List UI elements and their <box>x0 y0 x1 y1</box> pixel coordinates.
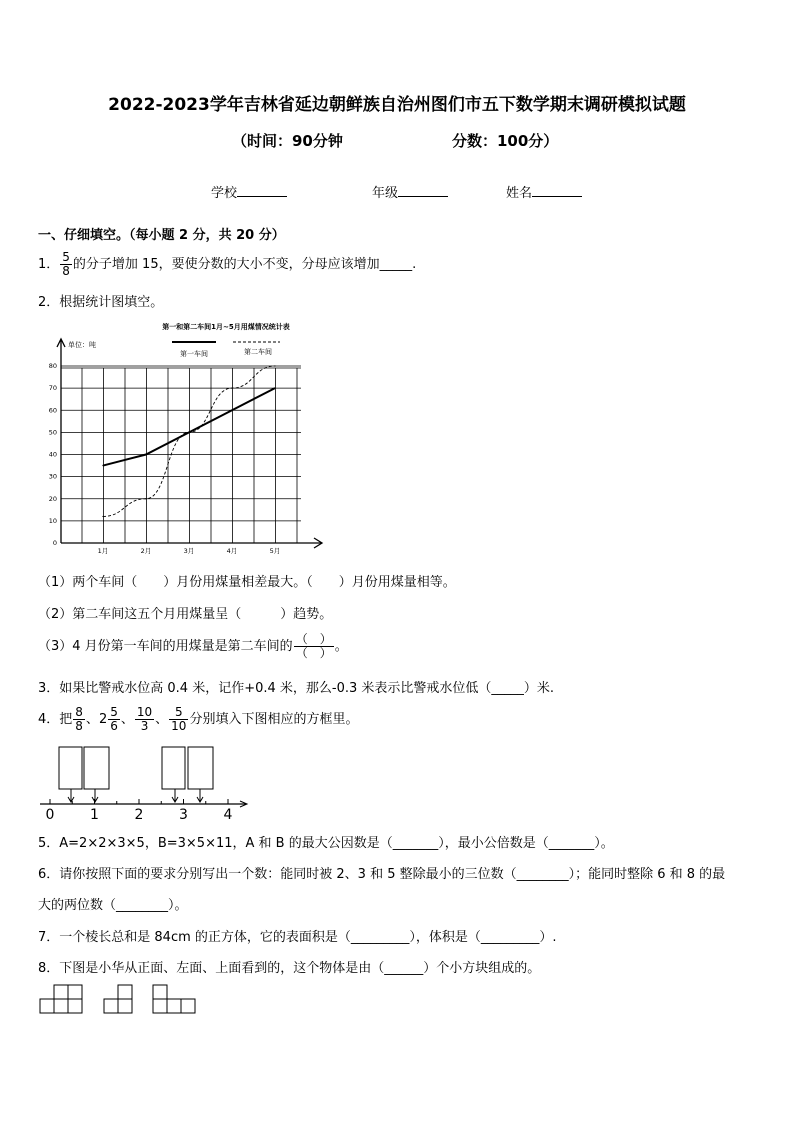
school-field <box>211 182 287 201</box>
exam-score: 分数：100分） <box>452 132 559 150</box>
number-line-label: 4 <box>223 807 233 822</box>
series-line-2 <box>103 366 275 516</box>
series-line-1 <box>103 388 275 465</box>
data-point-series-1 <box>102 465 103 466</box>
q4-fraction-1 <box>73 706 85 733</box>
legend-label-workshop2: 第二车间 <box>244 348 272 356</box>
q4-number-line <box>38 744 258 822</box>
question-2-part-3 <box>38 628 348 666</box>
x-tick-label: 5月 <box>269 547 281 555</box>
q1-fraction <box>60 251 72 278</box>
front-view <box>40 985 82 1013</box>
q4-sep-3: 、 <box>155 712 169 727</box>
name-field <box>506 182 582 201</box>
number-line-label: 3 <box>179 807 188 822</box>
q4-f1-den: 8 <box>75 719 83 733</box>
question-5: 5．A=2×2×3×5，B=3×5×11，A 和 B 的最大公因数是（_______），最小公倍数是（_______）。 <box>38 836 614 851</box>
answer-box-4 <box>188 747 213 789</box>
question-2-part-2: （2）第二车间这五个月用煤量呈（ ）趋势。 <box>38 607 333 622</box>
question-7: 7．一个棱长总和是 84cm 的正方体，它的表面积是（_________），体积是（_________）. <box>38 930 557 945</box>
grade-label: 年级 <box>372 186 399 201</box>
data-point-series-2 <box>231 388 232 389</box>
q4-f2-num: 5 <box>110 705 118 719</box>
coal-usage-chart <box>40 318 330 558</box>
answer-box-3 <box>162 747 185 789</box>
data-point-series-2 <box>145 498 146 499</box>
y-tick-label: 80 <box>48 362 57 370</box>
data-point-series-2 <box>274 365 275 366</box>
number-line-label: 0 <box>45 807 55 822</box>
q4-prefix: 4．把 <box>38 712 73 727</box>
q4-f4-num: 5 <box>169 706 188 720</box>
q4-f3-den: 3 <box>140 719 149 733</box>
q1-number: 1． <box>38 257 60 272</box>
chart-tick-labels <box>49 362 281 555</box>
grade-blank <box>398 184 448 197</box>
q4-f4-den: 10 <box>171 719 187 733</box>
x-tick-label: 3月 <box>183 547 195 555</box>
q4-sep-2: 、 <box>120 712 134 727</box>
y-tick-label: 20 <box>48 494 57 503</box>
grade-field <box>372 182 448 201</box>
y-tick-label: 40 <box>48 450 57 459</box>
q2-3-fraction <box>294 633 334 660</box>
school-label: 学校 <box>211 186 238 201</box>
x-tick-label: 1月 <box>97 547 109 555</box>
page-title: 2022-2023学年吉林省延边朝鲜族自治州图们市五下数学期末调研模拟试题 <box>108 95 686 115</box>
q1-text: 的分子增加 15，要使分数的大小不变，分母应该增加_____. <box>72 257 417 272</box>
top-view <box>153 985 195 1013</box>
q8-views <box>38 984 208 1020</box>
q4-f2-whole: 2 <box>98 712 108 727</box>
y-tick-label: 70 <box>48 384 57 393</box>
data-point-series-2 <box>102 516 103 517</box>
chart-title: 第一和第二车间1月~5月用煤情况统计表 <box>162 323 290 331</box>
x-tick-label: 2月 <box>140 547 152 555</box>
q4-suffix: 分别填入下图相应的方框里。 <box>189 712 359 727</box>
q4-sep-1: 、 <box>85 712 99 727</box>
school-blank <box>237 184 287 197</box>
q2-3-numerator: （ ） <box>295 632 332 646</box>
x-tick-label: 4月 <box>226 547 238 555</box>
question-4 <box>38 700 358 740</box>
name-label: 姓名 <box>506 186 533 201</box>
y-tick-label: 50 <box>48 428 57 437</box>
question-6-line-2: 大的两位数（________）。 <box>38 898 188 913</box>
y-tick-label: 60 <box>48 406 57 415</box>
section-1-title: 一、仔细填空。（每小题 2 分，共 20 分） <box>38 228 285 243</box>
q4-f2-den: 6 <box>110 719 118 733</box>
data-point-series-2 <box>188 432 189 433</box>
number-line-label: 1 <box>90 807 99 822</box>
q2-3-denominator: （ ） <box>295 646 332 660</box>
question-2: 2．根据统计图填空。 <box>38 295 164 310</box>
answer-box-2 <box>84 747 109 789</box>
question-8: 8．下图是小华从正面、左面、上面看到的，这个物体是由（______）个小方块组成的。 <box>38 961 541 976</box>
q4-f1-num: 8 <box>75 705 83 719</box>
question-6-line-1: 6．请你按照下面的要求分别写出一个数：能同时被 2、3 和 5 整除最小的三位数（________）；能同时整除 6 和 8 的最 <box>38 867 726 882</box>
chart-unit-label: 单位：吨 <box>68 341 96 349</box>
y-tick-label: 10 <box>48 516 57 525</box>
q4-fraction-4 <box>169 706 188 733</box>
q1-denominator: 8 <box>62 264 70 278</box>
data-point-series-1 <box>145 454 146 455</box>
number-line-ticks <box>46 799 233 822</box>
legend-label-workshop1: 第一车间 <box>180 350 208 358</box>
data-point-series-1 <box>274 388 275 389</box>
number-line-label: 2 <box>134 807 144 822</box>
answer-box-1 <box>59 747 82 789</box>
q4-f3-num: 10 <box>136 705 153 719</box>
question-3: 3．如果比警戒水位高 0.4 米，记作+0.4 米，那么-0.3 米表示比警戒水位低（_____）米. <box>38 681 555 696</box>
name-blank <box>532 184 582 197</box>
q4-fraction-2 <box>108 706 120 733</box>
exam-time: （时间：90分钟 <box>232 132 343 150</box>
y-tick-label: 0 <box>52 539 57 547</box>
q2-3-text: （3）4 月份第一车间的用煤量是第二车间的 <box>38 639 293 654</box>
data-point-series-1 <box>231 410 232 411</box>
q4-fraction-3 <box>135 706 154 733</box>
y-tick-label: 30 <box>48 472 57 481</box>
question-2-part-1: （1）两个车间（ ）月份用煤量相差最大。（ ）月份用煤量相等。 <box>38 575 456 590</box>
left-view <box>104 985 132 1013</box>
q2-3-suffix: 。 <box>334 639 348 654</box>
question-1 <box>38 248 416 282</box>
q1-numerator: 5 <box>62 250 70 264</box>
